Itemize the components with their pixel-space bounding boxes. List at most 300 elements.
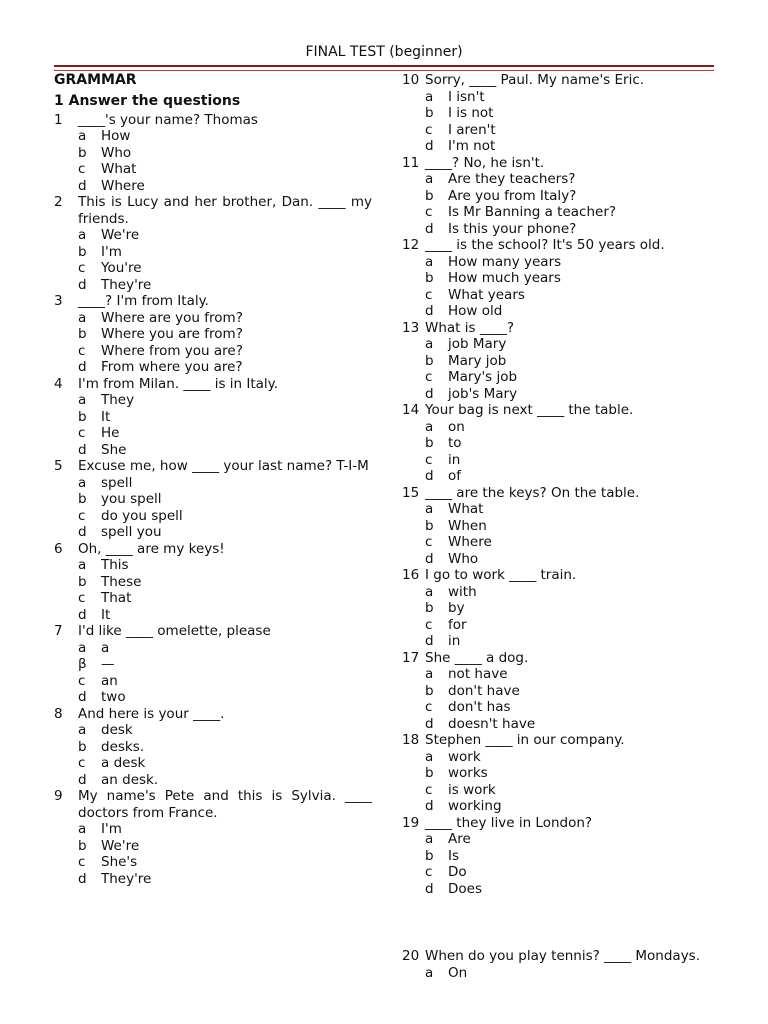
question-text: Stephen ____ in our company. — [425, 732, 625, 748]
option-text: a — [101, 639, 110, 656]
option-letter: c — [78, 161, 86, 177]
question-11 — [402, 155, 714, 238]
option-text: Where you are from? — [101, 326, 243, 342]
question-10 — [402, 72, 714, 155]
option-text: This — [101, 557, 129, 573]
option-letter: a — [78, 128, 87, 144]
option-letter: a — [425, 171, 434, 187]
option-text: — — [101, 656, 115, 672]
option-text: I is not — [448, 105, 494, 121]
question-stem-row — [54, 541, 372, 558]
option-text: What — [101, 161, 137, 177]
option-letter: b — [78, 837, 87, 854]
option-text: job Mary — [448, 336, 507, 352]
answer-option — [54, 821, 372, 838]
question-17 — [402, 650, 714, 733]
question-text: She ____ a dog. — [425, 649, 529, 666]
question-number: 5 — [54, 458, 63, 474]
option-letter: d — [78, 771, 87, 788]
option-text: work — [448, 748, 481, 765]
answer-option — [402, 617, 714, 634]
question-number: 15 — [402, 484, 420, 501]
option-letter: b — [78, 573, 87, 590]
question-list-left — [54, 112, 372, 888]
option-text: I'm not — [448, 138, 496, 154]
option-text: job's Mary — [448, 385, 518, 402]
section-heading: GRAMMAR — [54, 72, 137, 88]
answer-option — [402, 782, 714, 799]
option-letter: b — [425, 517, 434, 534]
column-gap — [402, 897, 714, 948]
option-letter: c — [425, 781, 433, 798]
option-letter: c — [425, 369, 433, 385]
option-letter: b — [425, 187, 434, 204]
question-text: Excuse me, how ____ your last name? T-I-M — [78, 458, 369, 474]
option-text: She — [101, 441, 127, 458]
answer-option — [402, 89, 714, 106]
option-letter: b — [425, 105, 434, 121]
question-text: I go to work ____ train. — [425, 567, 577, 583]
option-text: is work — [448, 781, 496, 798]
question-stem-row — [402, 72, 714, 89]
answer-option — [54, 508, 372, 525]
question-19 — [402, 815, 714, 898]
option-letter: d — [425, 385, 434, 402]
option-letter: a — [425, 748, 434, 765]
question-text: I'm from Milan. ____ is in Italy. — [78, 375, 279, 392]
option-text: don't have — [448, 682, 520, 699]
question-number: 13 — [402, 319, 420, 336]
question-text: ____'s your name? Thomas — [78, 111, 258, 128]
question-number: 1 — [54, 111, 63, 128]
option-letter: b — [78, 408, 87, 425]
answer-option — [54, 310, 372, 327]
question-text: When do you play tennis? ____ Mondays. — [425, 948, 701, 964]
option-letter: a — [425, 964, 434, 981]
question-1 — [54, 112, 372, 195]
option-text: From where you are? — [101, 359, 243, 375]
question-20 — [402, 948, 714, 981]
option-letter: a — [425, 88, 434, 105]
option-text: What years — [448, 286, 525, 303]
answer-option — [402, 369, 714, 386]
answer-option — [402, 534, 714, 551]
answer-option — [54, 557, 372, 574]
answer-option — [402, 633, 714, 650]
answer-option — [54, 442, 372, 459]
option-text: you spell — [101, 491, 162, 507]
question-number: 3 — [54, 293, 63, 309]
question-text: ____? No, he isn't. — [425, 154, 545, 171]
option-text: spell — [101, 474, 133, 491]
question-stem-row — [402, 650, 714, 667]
answer-option — [54, 491, 372, 508]
question-text: ____ are the keys? On the table. — [425, 484, 640, 501]
question-text: ____ they live in London? — [425, 814, 593, 831]
answer-option — [402, 270, 714, 287]
answer-option — [402, 683, 714, 700]
question-stem-row — [402, 732, 714, 749]
option-text: That — [101, 590, 132, 606]
option-text: Where — [101, 177, 145, 194]
question-number: 12 — [402, 237, 420, 253]
answer-option — [402, 881, 714, 898]
option-letter: c — [425, 451, 433, 468]
answer-option — [54, 689, 372, 706]
option-letter: c — [78, 425, 86, 441]
option-letter: a — [78, 821, 87, 837]
option-text: a desk — [101, 755, 146, 771]
option-text: Mary job — [448, 352, 507, 369]
question-stem-row — [54, 458, 372, 475]
option-text: They're — [101, 870, 152, 887]
answer-option — [402, 716, 714, 733]
option-text: How — [101, 128, 131, 144]
answer-option — [402, 848, 714, 865]
option-letter: c — [425, 864, 433, 880]
answer-option — [402, 965, 714, 982]
answer-option — [402, 551, 714, 568]
option-text: spell you — [101, 524, 162, 540]
answer-option — [402, 287, 714, 304]
option-letter: d — [78, 689, 87, 705]
question-list-right — [402, 72, 714, 981]
question-number: 8 — [54, 705, 63, 722]
option-text: desk — [101, 722, 133, 738]
option-letter: a — [425, 501, 434, 517]
question-13 — [402, 320, 714, 403]
question-14 — [402, 402, 714, 485]
answer-option — [54, 326, 372, 343]
answer-option — [402, 171, 714, 188]
option-text: in — [448, 451, 461, 468]
option-text: I'm — [101, 821, 122, 837]
answer-option — [54, 392, 372, 409]
question-number: 10 — [402, 72, 420, 88]
option-text: on — [448, 418, 465, 435]
option-letter: a — [425, 253, 434, 270]
question-text: Oh, ____ are my keys! — [78, 540, 225, 557]
answer-option — [402, 666, 714, 683]
question-stem-row — [402, 237, 714, 254]
question-stem-row — [402, 815, 714, 832]
answer-option — [54, 871, 372, 888]
option-text: do you spell — [101, 507, 183, 524]
option-letter: c — [78, 507, 86, 524]
option-text: Are they teachers? — [448, 171, 576, 187]
question-3 — [54, 293, 372, 376]
right-column — [402, 72, 714, 981]
question-stem-row — [54, 194, 372, 227]
answer-option — [54, 524, 372, 541]
option-text: Do — [448, 864, 467, 880]
answer-option — [402, 798, 714, 815]
option-letter: d — [425, 633, 434, 649]
option-text: How old — [448, 303, 503, 319]
option-text: How many years — [448, 253, 562, 270]
option-text: It — [101, 606, 111, 623]
option-text: by — [448, 600, 465, 616]
question-text: ____? I'm from Italy. — [78, 293, 209, 309]
question-number: 11 — [402, 154, 420, 171]
question-text: Your bag is next ____ the table. — [425, 402, 634, 418]
answer-option — [54, 359, 372, 376]
question-12 — [402, 237, 714, 320]
title-rule-thin — [54, 70, 714, 71]
answer-option — [402, 600, 714, 617]
option-text: We're — [101, 227, 140, 243]
option-text: for — [448, 616, 467, 633]
option-text: an desk. — [101, 771, 159, 788]
option-text: Is Mr Banning a teacher? — [448, 204, 617, 220]
option-text: of — [448, 468, 462, 484]
answer-option — [402, 452, 714, 469]
question-stem-row — [54, 293, 372, 310]
option-letter: c — [425, 286, 433, 303]
option-text: What — [448, 501, 484, 517]
option-text: How much years — [448, 270, 561, 286]
question-6 — [54, 541, 372, 624]
option-letter: c — [78, 260, 86, 276]
option-letter: d — [425, 303, 434, 319]
option-text: desks. — [101, 738, 145, 755]
option-letter: a — [425, 336, 434, 352]
option-text: not have — [448, 666, 508, 682]
answer-option — [54, 475, 372, 492]
option-letter: c — [425, 204, 433, 220]
answer-option — [54, 607, 372, 624]
question-text: ____ is the school? It's 50 years old. — [425, 237, 665, 253]
answer-option — [54, 673, 372, 690]
answer-option — [402, 435, 714, 452]
left-column — [54, 72, 372, 887]
option-letter: c — [78, 342, 86, 359]
question-text: Sorry, ____ Paul. My name's Eric. — [425, 72, 645, 88]
option-text: I isn't — [448, 88, 485, 105]
option-text: It — [101, 408, 111, 425]
option-letter: d — [425, 715, 434, 732]
question-number: 4 — [54, 375, 63, 392]
option-text: Are you from Italy? — [448, 187, 577, 204]
answer-option — [402, 303, 714, 320]
answer-option — [54, 277, 372, 294]
question-text: This is Lucy and her brother, Dan. ____ my friends. — [78, 194, 372, 227]
option-text: working — [448, 798, 502, 814]
option-letter: a — [78, 722, 87, 738]
option-letter: b — [78, 491, 87, 507]
question-5 — [54, 458, 372, 541]
option-text: They — [101, 392, 135, 408]
question-16 — [402, 567, 714, 650]
option-letter: d — [425, 138, 434, 154]
question-7 — [54, 623, 372, 706]
option-letter: b — [425, 352, 434, 369]
option-text: She's — [101, 854, 138, 870]
option-letter: a — [425, 666, 434, 682]
answer-option — [54, 145, 372, 162]
option-text: don't has — [448, 699, 511, 715]
question-stem-row — [54, 623, 372, 640]
answer-option — [402, 831, 714, 848]
answer-option — [402, 501, 714, 518]
answer-option — [402, 765, 714, 782]
question-stem-row — [54, 788, 372, 821]
answer-option — [54, 161, 372, 178]
option-letter: d — [425, 468, 434, 484]
option-letter: a — [78, 474, 87, 491]
option-letter: d — [78, 606, 87, 623]
option-text: Where from you are? — [101, 342, 243, 359]
question-9 — [54, 788, 372, 887]
option-text: Is this your phone? — [448, 220, 577, 237]
option-letter: b — [425, 270, 434, 286]
answer-option — [402, 699, 714, 716]
question-number: 16 — [402, 567, 420, 583]
question-stem-row — [402, 155, 714, 172]
question-stem-row — [402, 402, 714, 419]
option-letter: d — [78, 441, 87, 458]
question-8 — [54, 706, 372, 789]
option-text: I'm — [101, 243, 122, 260]
answer-option — [54, 838, 372, 855]
answer-option — [54, 656, 372, 673]
question-stem-row — [54, 112, 372, 129]
option-letter: d — [78, 177, 87, 194]
option-text: You're — [101, 260, 142, 276]
option-text: We're — [101, 837, 140, 854]
option-letter: c — [425, 534, 433, 550]
option-text: Is — [448, 847, 460, 864]
answer-option — [402, 221, 714, 238]
option-letter: b — [78, 326, 87, 342]
answer-option — [54, 227, 372, 244]
option-letter: a — [78, 557, 87, 573]
answer-option — [54, 590, 372, 607]
answer-option — [54, 755, 372, 772]
answer-option — [402, 419, 714, 436]
option-letter: b — [425, 435, 434, 451]
option-text: doesn't have — [448, 715, 536, 732]
option-letter: a — [78, 227, 87, 243]
answer-option — [54, 640, 372, 657]
answer-option — [54, 128, 372, 145]
option-letter: a — [78, 309, 87, 326]
option-text: Mary's job — [448, 369, 518, 385]
answer-option — [402, 864, 714, 881]
option-letter: c — [78, 590, 86, 606]
question-number: 9 — [54, 788, 63, 804]
option-letter: d — [425, 550, 434, 567]
answer-option — [54, 574, 372, 591]
answer-option — [402, 254, 714, 271]
question-number: 14 — [402, 402, 420, 418]
question-stem-row — [402, 485, 714, 502]
option-letter: b — [425, 847, 434, 864]
option-letter: b — [425, 600, 434, 616]
answer-option — [54, 854, 372, 871]
answer-option — [402, 353, 714, 370]
option-letter: c — [425, 121, 433, 138]
question-text: My name's Pete and this is Sylvia. ____ doctors from France. — [78, 788, 372, 821]
question-text: What is ____? — [425, 319, 515, 336]
answer-option — [54, 425, 372, 442]
answer-option — [54, 178, 372, 195]
option-letter: b — [78, 738, 87, 755]
option-letter: c — [425, 699, 433, 715]
option-letter: β — [78, 656, 87, 672]
answer-option — [54, 244, 372, 261]
option-letter: b — [425, 682, 434, 699]
option-text: He — [101, 425, 120, 441]
question-stem-row — [402, 320, 714, 337]
option-letter: b — [78, 243, 87, 260]
question-stem-row — [54, 706, 372, 723]
option-text: works — [448, 765, 488, 781]
answer-option — [402, 336, 714, 353]
question-number: 20 — [402, 948, 420, 964]
answer-option — [402, 188, 714, 205]
answer-option — [54, 772, 372, 789]
answer-option — [402, 468, 714, 485]
option-letter: b — [425, 765, 434, 781]
page-title: FINAL TEST (beginner) — [305, 44, 463, 60]
option-letter: a — [78, 392, 87, 408]
question-18 — [402, 732, 714, 815]
answer-option — [402, 204, 714, 221]
option-letter: d — [78, 276, 87, 293]
question-number: 19 — [402, 814, 420, 831]
option-text: They're — [101, 276, 152, 293]
question-text: I'd like ____ omelette, please — [78, 623, 271, 639]
option-letter: d — [78, 870, 87, 887]
answer-option — [402, 122, 714, 139]
option-text: Who — [101, 144, 132, 161]
option-letter: a — [78, 639, 87, 656]
answer-option — [402, 518, 714, 535]
answer-option — [54, 260, 372, 277]
question-stem-row — [54, 376, 372, 393]
option-text: Where — [448, 534, 492, 550]
answer-option — [402, 584, 714, 601]
question-stem-row — [402, 567, 714, 584]
question-number: 18 — [402, 732, 420, 748]
option-letter: a — [425, 831, 434, 847]
answer-option — [402, 749, 714, 766]
option-letter: c — [78, 755, 86, 771]
question-number: 2 — [54, 194, 63, 210]
answer-option — [54, 739, 372, 756]
option-text: with — [448, 583, 477, 600]
option-text: two — [101, 689, 126, 705]
answer-option — [54, 343, 372, 360]
answer-option — [402, 386, 714, 403]
option-text: Where are you from? — [101, 309, 243, 326]
answer-option — [54, 722, 372, 739]
subsection-heading: 1 Answer the questions — [54, 92, 241, 109]
question-number: 6 — [54, 540, 63, 557]
question-number: 17 — [402, 649, 420, 666]
option-text: I aren't — [448, 121, 496, 138]
option-text: Are — [448, 831, 471, 847]
option-letter: d — [425, 798, 434, 814]
option-letter: c — [425, 616, 433, 633]
option-text: When — [448, 517, 487, 534]
question-2 — [54, 194, 372, 293]
option-letter: d — [78, 359, 87, 375]
title-rule — [54, 65, 714, 67]
option-text: Who — [448, 550, 479, 567]
question-text: And here is your ____. — [78, 705, 225, 722]
